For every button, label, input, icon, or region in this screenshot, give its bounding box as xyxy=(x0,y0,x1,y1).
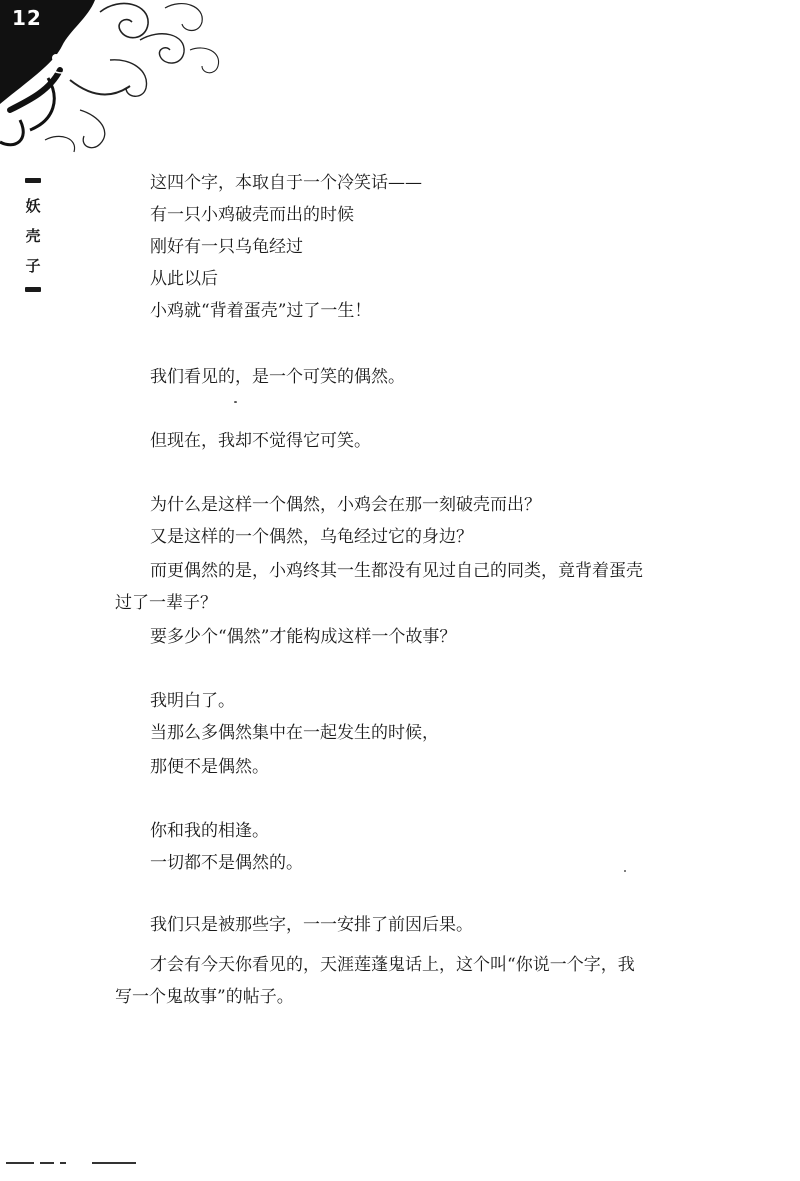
text-line: 这四个字，本取自于一个冷笑话—— xyxy=(150,173,422,193)
scan-speck xyxy=(624,870,626,872)
side-title-top-bar xyxy=(25,178,41,183)
text-line: 刚好有一只乌龟经过 xyxy=(150,237,303,257)
text-line: 我们看见的，是一个可笑的偶然。 xyxy=(150,367,405,387)
text-line: 我明白了。 xyxy=(150,691,235,711)
text-line: 从此以后 xyxy=(150,269,218,289)
text-line: 有一只小鸡破壳而出的时候 xyxy=(150,205,354,225)
text-line: 才会有今天你看见的，天涯莲蓬鬼话上，这个叫“你说一个字，我 xyxy=(150,955,635,975)
side-title-bottom-bar xyxy=(25,287,41,292)
text-line: 写一个鬼故事”的帖子。 xyxy=(115,987,294,1007)
text-line: 当那么多偶然集中在一起发生的时候， xyxy=(150,723,439,743)
text-line: 过了一辈子？ xyxy=(115,593,217,613)
text-line: 又是这样的一个偶然，乌龟经过它的身边？ xyxy=(150,527,473,547)
text-line: 你和我的相逢。 xyxy=(150,821,269,841)
scan-speck xyxy=(234,401,237,403)
page-number: 12 xyxy=(12,6,42,30)
side-title xyxy=(20,172,46,300)
footer-rule-icon xyxy=(6,1160,146,1166)
text-line: 要多少个“偶然”才能构成这样一个故事？ xyxy=(150,627,457,647)
side-title-char: 子 xyxy=(25,257,41,275)
text-line: 一切都不是偶然的。 xyxy=(150,853,303,873)
text-line: 我们只是被那些字，一一安排了前因后果。 xyxy=(150,915,473,935)
text-line: 为什么是这样一个偶然，小鸡会在那一刻破壳而出？ xyxy=(150,495,541,515)
text-line: 那便不是偶然。 xyxy=(150,757,269,777)
text-line: 小鸡就“背着蛋壳”过了一生！ xyxy=(150,301,372,321)
text-line: 但现在，我却不觉得它可笑。 xyxy=(150,431,371,451)
side-title-char: 壳 xyxy=(25,227,41,245)
side-title-char: 妖 xyxy=(25,197,41,215)
text-line: 而更偶然的是，小鸡终其一生都没有见过自己的同类，竟背着蛋壳 xyxy=(150,561,643,581)
